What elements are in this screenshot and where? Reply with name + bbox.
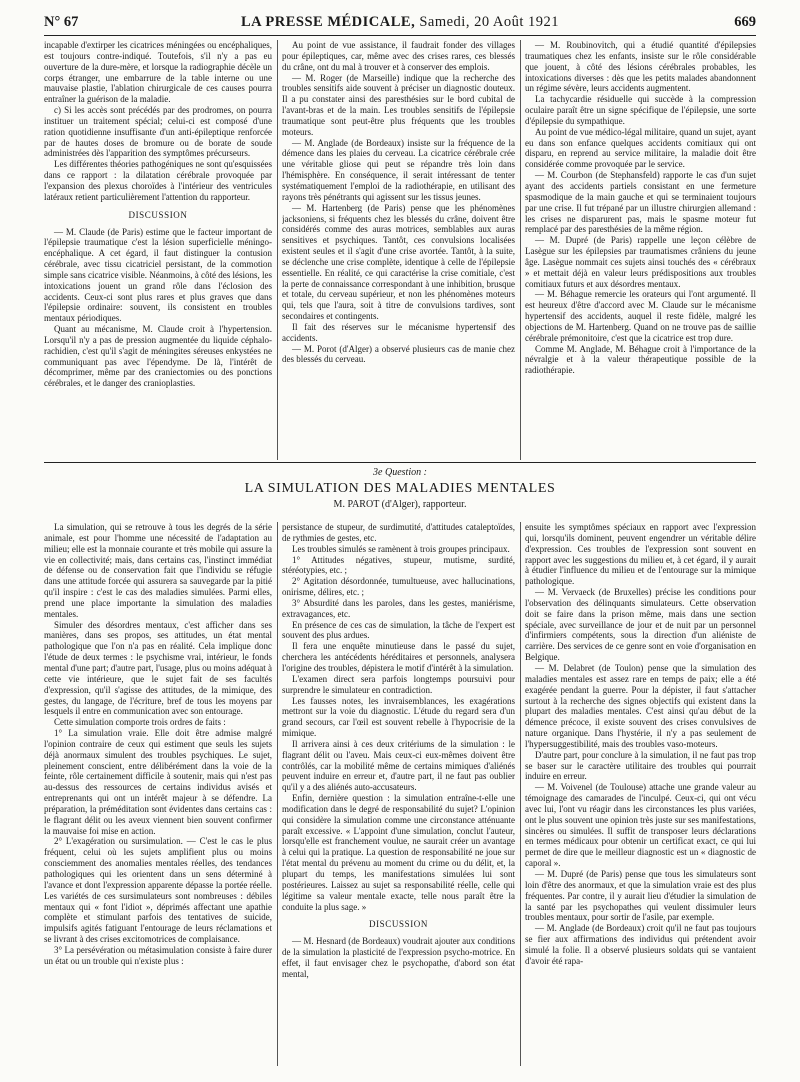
page-number: 669 <box>734 14 756 30</box>
page-header <box>44 14 756 34</box>
paragraph: 2° Agitation désordonnée, tumultueuse, avec hallucinations, onirisme, délires, etc. ; <box>282 576 515 598</box>
issue-number: N° 67 <box>44 14 79 30</box>
bottom-column-3 <box>525 522 756 1068</box>
paragraph: Il fait des réserves sur le mécanisme hypertensif des accidents. <box>282 321 515 343</box>
column-divider <box>277 522 278 1066</box>
paragraph: 2° L'exagération ou sursimulation. — C'est le cas le plus fréquent, celui où les sujets amplifient plus ou moins consciemment des anomalies mentales réelles, des tendances pathologiques qui les orientent dans un sens déterminé à l'avance et dont l'expression apparente dépasse la portée réelle. Les variétés de ces sursimulateurs sont nombreuses : débiles mentaux qui « font l'idiot », déprimés affectant une apathie complète et stimulant parfois des tentatives de suicide, impulsifs agités fatiguant l'entourage de leurs réclamations et se livrant à des crises excitomotrices de complaisance. <box>44 836 272 945</box>
paragraph: 1° Attitudes négatives, stupeur, mutisme, surdité, stéréotypies, etc. ; <box>282 554 515 576</box>
section-rule <box>44 462 756 463</box>
paragraph: D'autre part, pour conclure à la simulation, il ne faut pas trop se baser sur le caractère utilitaire des troubles qui pourrait induire en erreur. <box>525 749 756 782</box>
article-author: M. PAROT (d'Alger), rapporteur. <box>333 499 467 510</box>
paragraph: Les différentes théories pathogéniques ne sont qu'esquissées dans ce rapport : la dilatation cérébrale provoquée par l'expansion des plexus choroïdes à l'intérieur des ventricules latéraux retient particulièrement l'attention du rapporteur. <box>44 159 272 202</box>
paragraph: — M. Roubinovitch, qui a étudié quantité d'épilepsies traumatiques chez les enfants, insiste sur le rôle considérable que jouent, à côté des lésions cérébrales probables, les intoxications diverses : dès que les petits malades abandonnent un régime sévère, leurs accidents augmentent. <box>525 40 756 94</box>
paragraph: — M. Dupré (de Paris) rappelle une leçon célèbre de Lasègue sur les épilepsies par traumatismes crâniens du jeune âge. Lasègue nommait ces sujets ainsi touchés des « cérébraux » et mettait déjà en valeur leurs prédispositions aux troubles comitiaux futurs et aux désordres mentaux. <box>525 235 756 289</box>
paragraph: 3° Absurdité dans les paroles, dans les gestes, maniérisme, extravagances, etc. <box>282 597 515 619</box>
top-column-1 <box>44 40 272 462</box>
masthead <box>44 14 756 31</box>
paragraph: — M. Voivenel (de Toulouse) attache une grande valeur au témoignage des camarades de l'inculpé. Ceux-ci, qui ont vécu avec lui, l'ont vu réagir dans les circonstances les plus variées, ont le plus souvent une opinion très juste sur ses manifestations, sincères ou simulées. Il suffit de transposer leurs déclarations en termes médicaux pour obtenir un certificat exact, ce qui lui permet de dire que le meilleur diagnostic est un « diagnostic de caporal ». <box>525 782 756 869</box>
paragraph: — M. Porot (d'Alger) a observé plusieurs cas de manie chez des blessés du cerveau. <box>282 343 515 365</box>
paragraph: — M. Anglade (de Bordeaux) croit qu'il ne faut pas toujours se fier aux affirmations des individus qui prétendent avoir simulé la folie. Il a observé plusieurs soldats qui se vantaient d'avoir été rapa- <box>525 923 756 966</box>
paragraph: — M. Courbon (de Stephansfeld) rapporte le cas d'un sujet ayant des accidents partiels consistant en une fermeture spasmodique de la main gauche et qui se terminaient toujours par une crise. Il fut trépané par un illustre chirurgien allemand : les crises ne disparurent pas, mais le spasme moteur fut remplacé par des paresthésies de la même région. <box>525 170 756 235</box>
paragraph: Simuler des désordres mentaux, c'est afficher dans ses manières, dans ses propos, ses attitudes, un état mental pathologique que l'on n'a pas en réalité. Cela implique donc l'étude de deux termes : le psychisme vrai, intérieur, le fonds mental d'une part; d'autre part, l'usage, plus ou moins adéquat à cette vie intérieure, que le sujet fait de ses facultés d'expression, qu'il s'agisse des attitudes, de la mimique, des gestes, du langage, de l'écriture, bref de tous les moyens par lesquels il entre en communication avec son entourage. <box>44 619 272 717</box>
issue-date: Samedi, 20 Août 1921 <box>419 14 560 30</box>
paragraph: 1° La simulation vraie. Elle doit être admise malgré l'opinion contraire de ceux qui estiment que seuls les sujets déjà anormaux simulent des troubles psychiques. Le sujet, pleinement conscient, entre délibérément dans la voie de la feinte, rôle certainement difficile à soutenir, mais qui n'est pas au-dessus des ressources de certains individus avisés et entreprenants qui ont un intérêt majeur à se défendre. La préparation, la préméditation sont évidentes dans certains cas : le flagrant délit ou les aveux viennent bien souvent confirmer la mauvaise foi mise en action. <box>44 728 272 836</box>
bottom-column-1 <box>44 522 272 1068</box>
paragraph: Il arrivera ainsi à ces deux critériums de la simulation : le flagrant délit ou l'aveu. Mais ceux-ci eux-mêmes doivent être contrôlés, car la mobilité même de certains mimiques d'aliénés peuvent induire en erreur et, d'autre part, il ne faut pas oublier qu'il y a des aliénés auto-accusateurs. <box>282 738 515 793</box>
paragraph: — M. Hartenberg (de Paris) pense que les phénomènes jacksoniens, si fréquents chez les blessés du crâne, doivent être considérés comme des auras motrices, semblables aux auras sensitives et psychiques. Tantôt, ces convulsions localisées existent seules et il s'agit d'une crise avortée. Tantôt, à la suite, se déclenche une crise complète, identique à celle de l'épilepsie essentielle. En réalité, ce qui caractérise la crise comitiale, c'est la perte de connaissance correspondant à une inhibition, brusque et totale, du cerveau supérieur, et non les phénomènes moteurs qui, tels que l'aura, soit à titre de convulsions tardives, sont secondaires et contingents. <box>282 202 515 322</box>
paragraph: 3° La persévération ou métasimulation consiste à faire durer un état ou un trouble qui n'existe plus : <box>44 944 272 966</box>
paragraph: — M. Vervaeck (de Bruxelles) précise les conditions pour l'observation des délinquants simulateurs. Cette observation doit se faire dans la prison même, mais dans une section spéciale, avec surveillance de jour et de nuit par un personnel d'infirmiers compétents, sous la direction d'un aliéniste de carrière. Des services de ce genre sont en voie d'organisation en Belgique. <box>525 587 756 663</box>
paragraph: c) Si les accès sont précédés par des prodromes, on pourra instituer un traitement spécial; celui-ci est composé d'une ration quotidienne insuffisante d'un anti-épileptique renforcée par de hautes doses de bromure ou de borate de soude administrées dès l'apparition des symptômes précurseurs. <box>44 105 272 159</box>
paragraph: Au point de vue médico-légal militaire, quand un sujet, ayant eu dans son enfance quelques accidents comitiaux qui ont disparu, en reprend au service militaire, la maladie doit être considérée comme provoquée par le service. <box>525 126 756 170</box>
paragraph: Cette simulation comporte trois ordres de faits : <box>54 717 226 728</box>
top-column-2 <box>282 40 515 462</box>
header-rule <box>44 35 756 36</box>
paragraph: En présence de ces cas de simulation, la tâche de l'expert est souvent des plus ardues. <box>282 619 515 641</box>
discussion-heading: DISCUSSION <box>368 919 428 930</box>
column-divider <box>520 522 521 1066</box>
paragraph: Au point de vue assistance, il faudrait fonder des villages pour épileptiques, car, même avec des crises rares, ces blessés du crâne, ont du mal à trouver et à conserver des emplois. <box>282 40 515 72</box>
journal-name: LA PRESSE MÉDICALE, <box>240 14 416 30</box>
question-label: 3e Question : <box>373 467 427 478</box>
paragraph: La simulation, qui se retrouve à tous les degrés de la série animale, est pour l'homme une nécessité de l'adaptation au milieu; elle est la monnaie courante et très mobile qui assure la vie en collectivité; mais, dans certains cas, l'instinct immédiat de défense ou de conservation fait que l'individu se réfugie dans une attitude forcée qui assurera sa sauvegarde par la pitié qu'il inspire : c'est le cas des maladies simulées. Parmi elles, prend une place importante la simulation des maladies mentales. <box>44 522 272 619</box>
paragraph: — M. Béhague remercie les orateurs qui l'ont argumenté. Il est heureux d'être d'accord avec M. Claude sur le mécanisme hypertensif des accidents, auquel il reste fidèle, malgré les objections de M. Hartenberg. Quand on ne trouve pas de saillie cérébrale prémonitoire, c'est que la cicatrice est trop dure. <box>525 289 756 343</box>
paragraph: Il fera une enquête minutieuse dans le passé du sujet, cherchera les antécédents héréditaires et personnels, analysera l'origine des troubles, dépistera le motif d'intérêt à la simulation. <box>282 641 515 673</box>
paragraph: — M. Delabret (de Toulon) pense que la simulation des maladies mentales est assez rare en temps de paix; elle a été exagérée pendant la guerre. Pour la dépister, il faut s'attacher surtout à la recherche des signes objectifs qui existent dans la plupart des maladies mentales. C'est ainsi qu'au début de la démence précoce, il existe souvent des crises convulsives de nature organique. Dans l'hystérie, il n'y a pas seulement de l'hypersuggestibilité, mais des troubles vaso-moteurs. <box>525 662 756 749</box>
paragraph: — M. Hesnard (de Bordeaux) voudrait ajouter aux conditions de la simulation la plasticité de l'expression psycho-motrice. En effet, il faut envisager chez le psychopathe, d'abord son état mental, <box>282 936 515 979</box>
discussion-heading: DISCUSSION <box>128 209 188 220</box>
paragraph: ensuite les symptômes spéciaux en rapport avec l'expression qui, lorsqu'ils dominent, peuvent engendrer un véritable délire d'expression. Ces troubles de l'expression sont souvent en rapport avec les suggestions du milieu et, à cet égard, il y aurait à étudier l'influence du milieu et de l'entourage sur la mimique pathologique. <box>525 522 756 587</box>
paragraph: — M. Roger (de Marseille) indique que la recherche des troubles sensitifs aide souvent à préciser un diagnostic douteux. Il a pu constater ainsi des paresthésies sur le bord cubital de l'avant-bras et de la main. Les troubles sensitifs de l'épilepsie traumatique sont peut-être plus fréquents que les troubles moteurs. <box>282 72 515 137</box>
paragraph: Enfin, dernière question : la simulation entraîne-t-elle une modification dans le degré de responsabilité du sujet? L'opinion qui considère la simulation comme une circonstance atténuante paraît excessive. « L'appoint d'une simulation, conclut l'auteur, lorsqu'elle est franchement voulue, ne saurait créer un avantage à celui qui la pratique. La question de responsabilité ne joue sur l'état mental du prévenu au moment du crime ou du délit, et, la plupart du temps, les manifestations simulées lui sont postérieures. Laissez au sujet sa responsabilité réelle, celle qui légitime sa valeur mentale exacte, telle nous paraît être la conduite la plus sage. » <box>282 793 515 912</box>
bottom-column-2 <box>282 522 515 1068</box>
paragraph: Les troubles simulés se ramènent à trois groupes principaux. <box>292 543 510 554</box>
paragraph: — M. Claude (de Paris) estime que le facteur important de l'épilepsie traumatique c'est la lésion superficielle méningo-encéphalique. A cet égard, il faut distinguer la contusion cérébrale, avec tissu cicatriciel persistant, de la commotion simple sans cicatrice visible. Néanmoins, à côté des lésions, les intoxications jouent un grand rôle dans l'éclosion des accidents. Ceux-ci sont plus rares et plus graves que dans l'épilepsie ordinaire: souvent, ils consistent en troubles mentaux périodiques. <box>44 226 272 324</box>
paragraph: — M. Dupré (de Paris) pense que tous les simulateurs sont loin d'être des anormaux, et que la simulation vraie est des plus fréquentes. Par contre, il y aurait lieu d'étudier la simulation de la santé par les psychopathes qui veulent dissimuler leurs troubles mentaux, pour sortir de l'asile, par exemple. <box>525 869 756 923</box>
paragraph: La tachycardie résiduelle qui succède à la compression oculaire paraît être un signe spécifique de l'épilepsie, une sorte d'épilepsie du sympathique. <box>525 94 756 126</box>
article-title: LA SIMULATION DES MALADIES MENTALES <box>244 481 556 496</box>
paragraph: Quant au mécanisme, M. Claude croit à l'hypertension. Lorsqu'il n'y a pas de pression augmentée du liquide céphalo-rachidien, c'est qu'il s'agit de méningites séreuses enkystées ne communiquant pas avec l'épendyme. De là, l'intérêt de décomprimer, même par des craniectomies ou des ponctions cérébrales, et le danger des cranioplasties. <box>44 324 272 389</box>
column-divider <box>277 40 278 460</box>
paragraph: persistance de stupeur, de surdimutité, d'attitudes cataleptoïdes, de rythmies de gestes, etc. <box>282 522 515 543</box>
column-divider <box>520 40 521 460</box>
paragraph: — M. Anglade (de Bordeaux) insiste sur la fréquence de la démence dans les plaies du cerveau. La cicatrice cérébrale crée une véritable gliose qui peut se répandre très loin dans l'hémisphère. En conséquence, il serait intéressant de tenter systématiquement l'emploi de la radiothérapie, en utilisant des rayons très pénétrants qui agissent sur les tissus jeunes. <box>282 137 515 202</box>
top-column-3 <box>525 40 756 462</box>
paragraph: L'examen direct sera parfois longtemps poursuivi pour surprendre le simulateur en contradiction. <box>282 673 515 695</box>
paragraph: Comme M. Anglade, M. Béhague croit à l'importance de la névralgie et à la valeur thérapeutique possible de la radiothérapie. <box>525 343 756 376</box>
paragraph: Les fausses notes, les invraisemblances, les exagérations mettront sur la voie du diagnostic. L'étude du regard sera d'un grand secours, car l'œil est souvent rebelle à l'hypocrisie de la mimique. <box>282 695 515 739</box>
paragraph: incapable d'extirper les cicatrices méningées ou encéphaliques, est toujours contre-indiqué. Toutefois, s'il n'y a pas eu ouverture de la dure-mère, et lorsque la radiographie décèle un corps étranger, une embarrure de la table interne ou une mauvaise plastie, l'ablation chirurgicale de ces causes pourra entraîner la guérison de la maladie. <box>44 40 272 105</box>
